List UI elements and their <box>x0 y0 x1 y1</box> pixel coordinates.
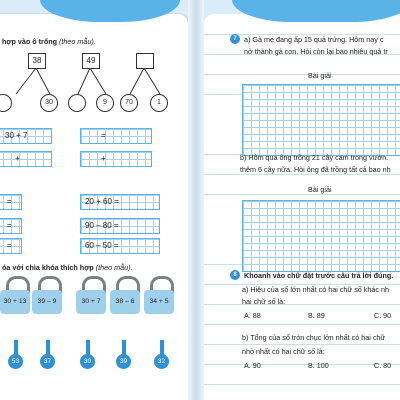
q8b-line2: nhỏ nhất có hai chữ số là: <box>242 347 325 356</box>
right-page <box>204 14 400 400</box>
eq-grid-2l[interactable] <box>0 151 52 167</box>
ruled-line <box>204 74 400 75</box>
eq-1r-text: = <box>101 131 106 140</box>
ruled-line <box>204 364 400 365</box>
eq-grid-1l[interactable] <box>0 128 52 144</box>
eq-row3-left[interactable] <box>0 238 22 254</box>
q8b-option-a[interactable]: A. 90 <box>244 361 261 370</box>
book-gutter <box>188 0 204 400</box>
tree1-top[interactable]: 38 <box>28 53 46 69</box>
tree2-right: 9 <box>96 94 114 112</box>
key-2[interactable]: 37 <box>40 354 55 369</box>
lock-3[interactable]: 30 + 7 <box>76 290 106 314</box>
eq-row1-left-text: = <box>7 197 12 206</box>
key-1[interactable]: 53 <box>8 354 23 369</box>
ruled-line <box>204 384 400 385</box>
eq-grid-1r[interactable] <box>80 128 152 144</box>
tree2-top: 49 <box>82 53 100 69</box>
q7b-line2: thêm 6 cây nữa. Hỏi ông đã trồng tất cả bao nh <box>240 165 391 174</box>
eq-row2-right-text: 90 – 80 = <box>85 221 119 230</box>
lock-4[interactable]: 38 – 6 <box>110 290 140 314</box>
eq-row1-right[interactable] <box>80 194 160 210</box>
q8a-option-b[interactable]: B. 89 <box>308 311 325 320</box>
ruled-line <box>204 174 400 175</box>
task1-title: hợp vào ô trống <box>2 37 58 46</box>
eq-row3-right[interactable] <box>80 238 160 254</box>
tree3-left: 70 <box>120 94 138 112</box>
left-page <box>0 14 188 400</box>
tree1-right: 30 <box>40 94 58 112</box>
eq-row3-left-text: = <box>7 241 12 250</box>
lock-2[interactable]: 39 – 9 <box>32 290 62 314</box>
task2-heading <box>2 264 132 271</box>
ruled-line <box>204 194 400 195</box>
eq-2l-text: + <box>15 154 20 163</box>
tree3-top[interactable] <box>136 53 154 69</box>
tree3-right: 1 <box>150 94 168 112</box>
answer-grid-7b[interactable] <box>242 200 400 272</box>
eq-row1-left[interactable] <box>0 194 22 210</box>
tree2-left[interactable] <box>68 94 86 112</box>
eq-row3-right-text: 60 – 50 = <box>85 241 119 250</box>
eq-2r-text: + <box>101 154 106 163</box>
answer-grid-7a[interactable] <box>242 84 400 156</box>
q8a-option-a[interactable]: A. 88 <box>244 311 261 320</box>
lock-1[interactable]: 30 + 13 <box>0 290 30 314</box>
q8b-option-b[interactable]: B. 100 <box>308 361 329 370</box>
q8b-option-c[interactable]: C. 80 <box>374 361 392 370</box>
ruled-line <box>204 304 400 305</box>
ruled-line <box>204 344 400 345</box>
eq-row2-left[interactable] <box>0 218 22 234</box>
ruled-line <box>204 324 400 325</box>
q7a-line2: nở thành gà con. Hỏi còn lại bao nhiêu quả tr <box>244 47 388 56</box>
eq-1l-text: 30 + 7 <box>5 131 28 140</box>
bai-giai-2: Bài giải <box>308 185 332 194</box>
q8a-option-c[interactable]: C. 90 <box>374 311 392 320</box>
bai-giai-1: Bài giải <box>308 71 332 80</box>
q7b-line1: b) Hôm qua ông trồng 21 cây cam trong vườn. <box>240 153 389 162</box>
q7a-line1: a) Gà mẹ đang ấp 15 quả trứng. Hôm nay c <box>244 35 384 44</box>
key-5[interactable]: 32 <box>154 354 169 369</box>
task2-hint: (theo mẫu). <box>95 263 133 272</box>
q8b-line1: b) Tổng của số tròn chục lớn nhất có hai chữ <box>242 333 386 342</box>
task1-hint: (theo mẫu). <box>59 37 96 46</box>
question-8-badge: 8 <box>230 270 240 280</box>
q8a-line1: a) Hiệu của số lớn nhất có hai chữ số khác nh <box>242 285 389 294</box>
eq-row2-right[interactable] <box>80 218 160 234</box>
q8a-line2: hai chữ số là: <box>242 297 286 306</box>
lock-5[interactable]: 34 + 5 <box>144 290 174 314</box>
key-3[interactable]: 30 <box>80 354 95 369</box>
task2-title: óa với chìa khóa thích hợp <box>2 263 94 272</box>
eq-row2-left-text: = <box>7 221 12 230</box>
eq-row1-right-text: 20 + 60 = <box>85 197 119 206</box>
q8-title: Khoanh vào chữ đặt trước câu trả lời đúng. <box>244 271 394 280</box>
question-7-badge: 7 <box>230 34 240 44</box>
key-4[interactable]: 39 <box>116 354 131 369</box>
eq-grid-2r[interactable] <box>80 151 152 167</box>
